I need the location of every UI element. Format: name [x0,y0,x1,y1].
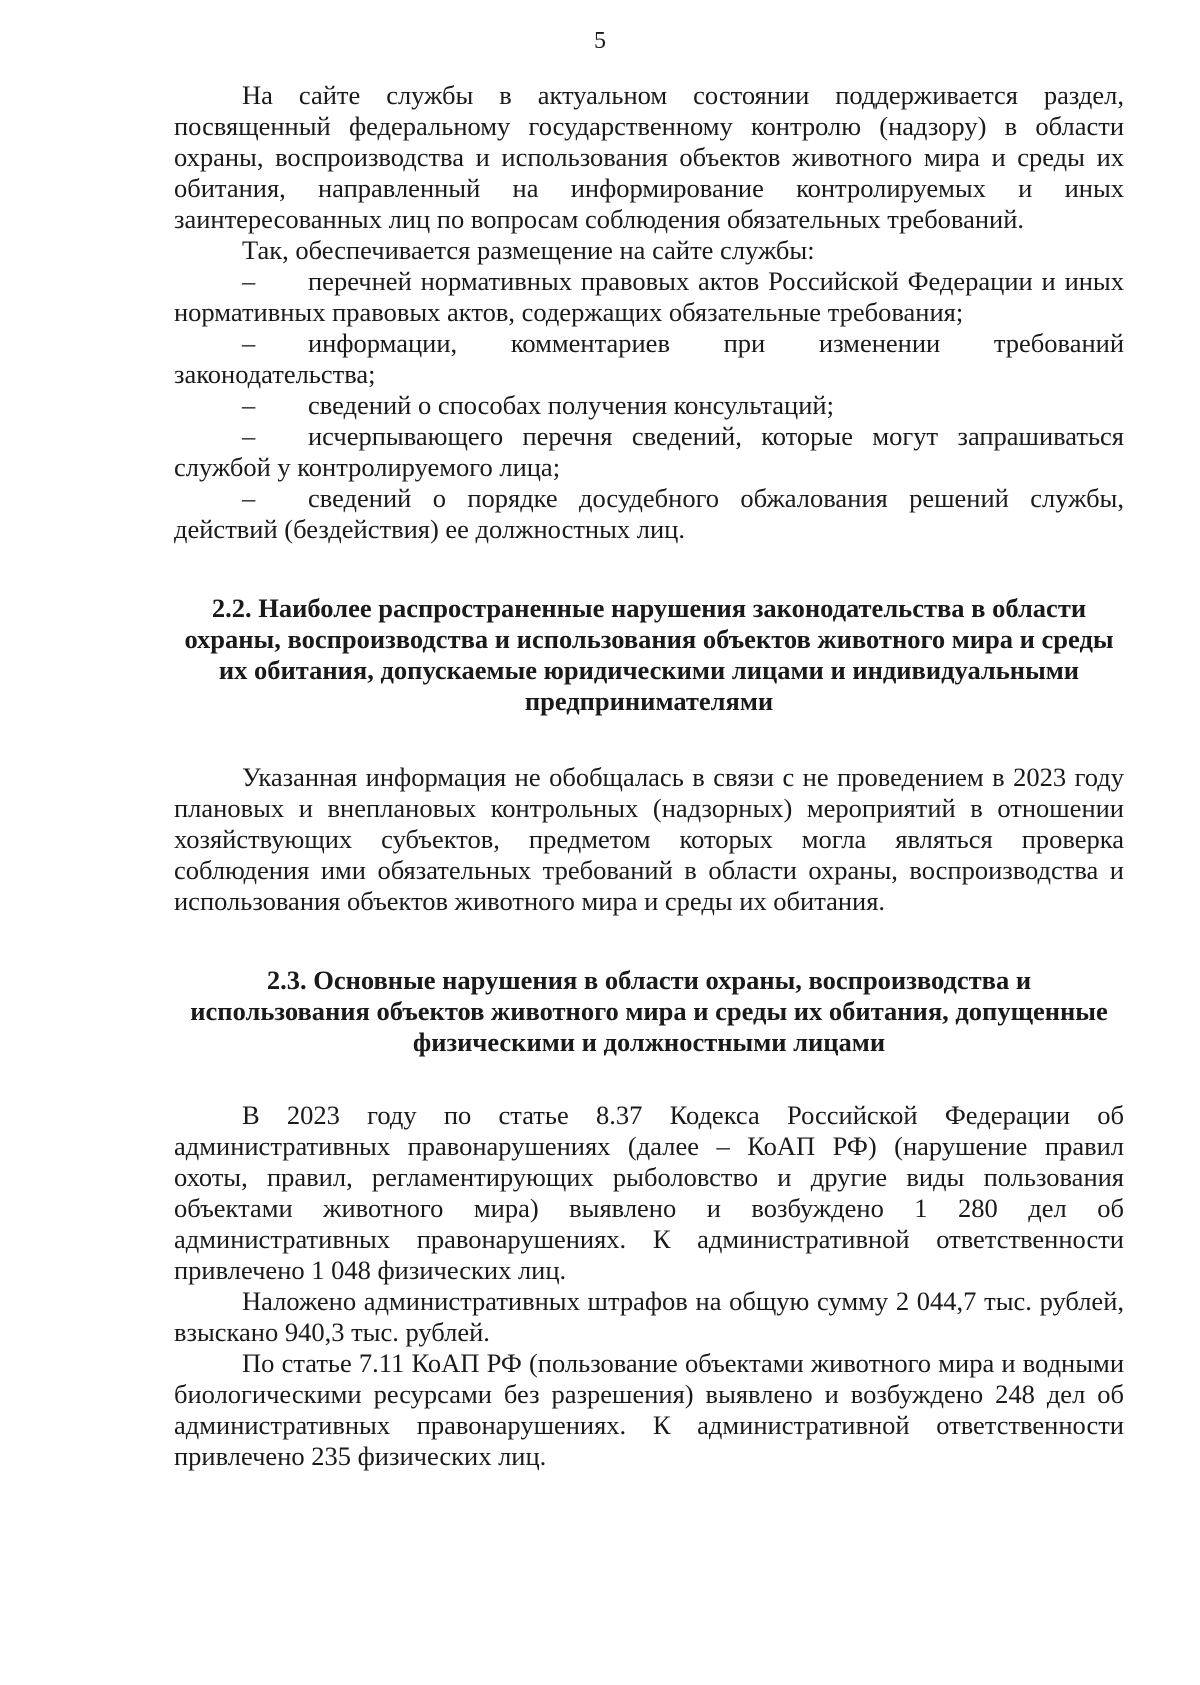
intro-paragraph: На сайте службы в актуальном состоянии поддерживается раздел, посвященный федеральному государственному контролю (надзору) в области охраны, воспроизводства и использования объектов животного мира и среды их обитания, направленный на информирование контролируемых и иных заинтересованных лиц по вопросам соблюдения обязательных требований. [174,80,1124,234]
list-item [174,421,1124,483]
section-heading-2-2: 2.2. Наиболее распространенные нарушения законодательства в области охраны, воспроизводства и использования объектов животного мира и среды их обитания, допускаемые юридическими лицами и индивидуальными предпринимателями [184,593,1114,716]
dash-marker: – [242,421,256,451]
list-item-text: сведений о способах получения консультаций; [308,390,834,420]
page-number: 5 [594,28,606,54]
list-item [174,266,1124,328]
list-item-text: информации, комментариев при изменении требований законодательства; [174,328,1124,389]
document-body [174,80,1124,1472]
list-item-text: сведений о порядке досудебного обжалования решений службы, действий (бездействия) ее должностных лиц. [174,483,1124,544]
section-2-2-paragraph: Указанная информация не обобщалась в связи с не проведением в 2023 году плановых и внеплановых контрольных (надзорных) мероприятий в отношении хозяйствующих субъектов, предметом которых могла являться проверка соблюдения ими обязательных требований в области охраны, воспроизводства и использования объектов животного мира и среды их обитания. [174,762,1124,916]
list-item [174,483,1124,545]
dash-marker: – [242,390,256,420]
list-item [174,390,1124,421]
section-2-3-paragraph-1: В 2023 году по статье 8.37 Кодекса Российской Федерации об административных правонарушениях (далее – КоАП РФ) (нарушение правил охоты, правил, регламентирующих рыболовство и другие виды пользования объектами животного мира) выявлено и возбуждено 1 280 дел об административных правонарушениях. К административной ответственности привлечено 1 048 физических лиц. [174,1100,1124,1285]
list-item [174,328,1124,390]
intro-list-lead: Так, обеспечивается размещение на сайте службы: [242,235,815,265]
list-item-text: исчерпывающего перечня сведений, которые могут запрашиваться службой у контролируемого лица; [174,421,1124,482]
section-2-3-paragraph-3: По статье 7.11 КоАП РФ (пользование объектами животного мира и водными биологическими ресурсами без разрешения) выявлено и возбуждено 248 дел об административных правонарушениях. К административной ответственности привлечено 235 физических лиц. [174,1348,1124,1471]
section-2-3-paragraph-2: Наложено административных штрафов на общую сумму 2 044,7 тыс. рублей, взыскано 940,3 тыс. рублей. [174,1286,1124,1347]
section-heading-2-3: 2.3. Основные нарушения в области охраны, воспроизводства и использования объектов животного мира и среды их обитания, допущенные физическими и должностными лицами [190,965,1108,1057]
dash-marker: – [242,266,256,296]
dash-marker: – [242,328,256,358]
dash-marker: – [242,483,256,513]
list-item-text: перечней нормативных правовых актов Российской Федерации и иных нормативных правовых актов, содержащих обязательные требования; [174,266,1124,327]
